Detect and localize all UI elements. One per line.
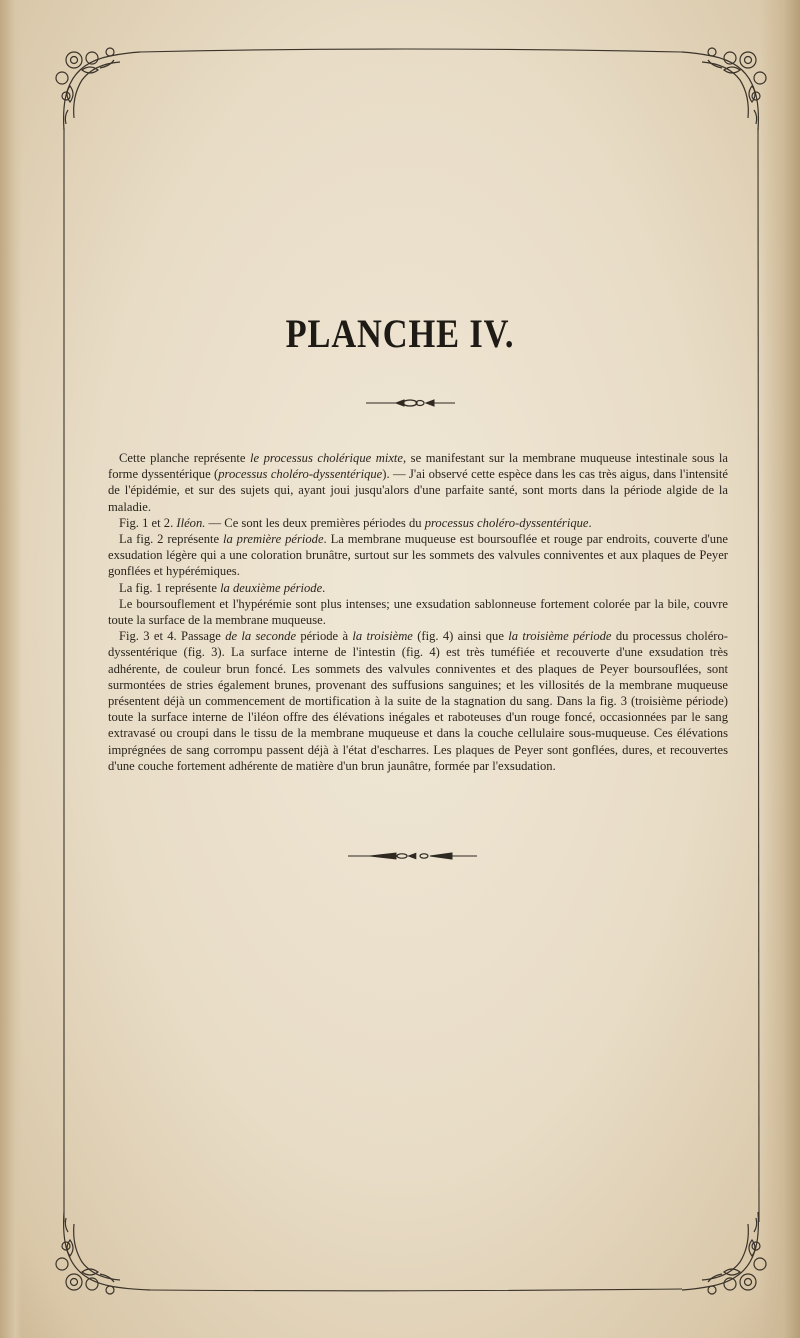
paragraph [108, 596, 728, 628]
text-segment: Fig. 1 et 2. [119, 515, 177, 530]
paragraph [108, 531, 728, 580]
text-segment: . [588, 515, 592, 530]
text-segment: Fig. 3 et 4. Passage [119, 629, 226, 644]
text-segment: Cette planche représente [119, 451, 251, 465]
title-dash-ornament [366, 400, 455, 406]
text-segment: La fig. 1 représente [119, 580, 221, 595]
italic-text: processus choléro-dyssentérique [218, 467, 383, 482]
italic-text: la troisième [352, 629, 413, 644]
text-segment: Le boursouflement et l'hypérémie sont plus intenses; une exsudation sablonneuse fortement colorée par la bile, couvre toute la surface de la membrane muqueuse. [108, 596, 728, 628]
text-segment: , se manifestant sur la membrane muqueuse intestinale sous la forme dyssentérique ( [108, 451, 728, 482]
text-segment: période à [296, 629, 353, 644]
paragraph [108, 450, 728, 515]
italic-text: la deuxième période [220, 580, 323, 595]
italic-text: Iléon. [176, 515, 206, 530]
text-segment: . [322, 580, 326, 595]
italic-text: la première période [222, 532, 324, 547]
plate-title: PLANCHE IV. [285, 311, 515, 356]
corner-flourish-bottom-right [682, 1212, 766, 1294]
paragraph [108, 515, 728, 531]
paragraph [108, 628, 728, 774]
text-segment: — Ce sont les deux premières périodes du [205, 515, 425, 530]
text-segment: ). — J'ai observé cette espèce dans les cas très aigus, dans l'intensité de l'épidémie, et sur des sujets qui, ayant joui jusqu'alors d'une parfaite santé, sont morts dans la période algide de la maladie. [108, 467, 728, 514]
italic-text: la troisième période [508, 629, 612, 644]
text-segment: (fig. 4) ainsi que [412, 629, 509, 644]
italic-text: le processus cholérique mixte [250, 451, 404, 465]
italic-text: de la seconde [225, 629, 297, 644]
plate-description [108, 450, 728, 774]
text-segment: . La membrane muqueuse est boursouflée et rouge par endroits, couverte d'une exsudation légère qui a une coloration brunâtre, surtout sur les sommets des valvules conniventes et aux plaques de Peyer gonflées et hypérémiques. [108, 532, 728, 579]
corner-flourish-top-left [56, 48, 140, 130]
corner-flourish-bottom-left [56, 1212, 150, 1294]
italic-text: processus choléro-dyssentérique [424, 515, 589, 530]
end-dash-ornament [348, 853, 477, 859]
corner-flourish-top-right [682, 48, 766, 130]
text-segment: La fig. 2 représente [119, 532, 223, 547]
text-segment: du processus choléro-dyssentérique (fig. 3). La surface interne de l'intestin (fig. 4) est très tuméfiée et recouverte d'une exsudation très adhérente, de couleur brun foncé. Les sommets des valvules conniventes et des plaques de Peyer boursouflées, sont surmontées de stries également brunes, provenant des suffusions sanguines; et les villosités de la membrane muqueuse présentent déjà un commencement de mortification à la suite de la stagnation du sang. Dans la fig. 3 (troisième période) toute la surface interne de l'iléon offre des élévations inégales et raboteuses d'un rouge foncé, occasionnées par le sang extravasé ou croupi dans le tissu de la membrane muqueuse et dans la couche cellulaire sous-muqueuse. Ces élévations imprégnées de sang corrompu passent déjà à l'état d'escharres. Les plaques de Peyer sont gonflées, dures, et recouvertes d'une couche fortement adhérente de matière d'un brun jaunâtre, formée par l'exsudation. [108, 629, 728, 773]
paragraph [108, 580, 728, 596]
